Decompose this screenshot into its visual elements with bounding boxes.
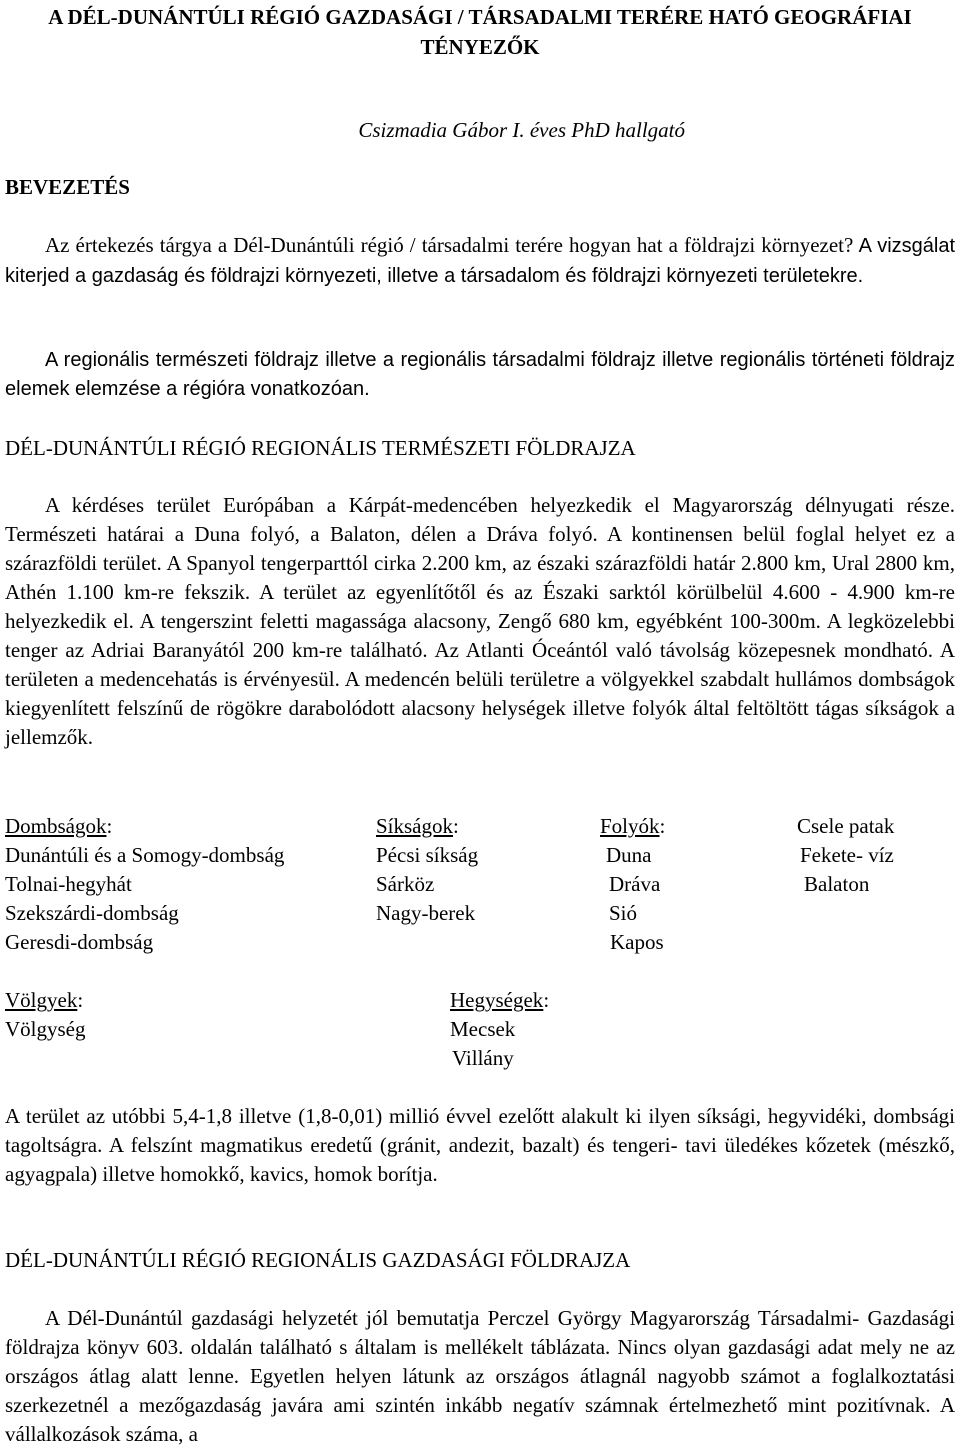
section1-paragraph-1: A kérdéses terület Európában a Kárpát-medencében helyezkedik el Magyarország délnyugati része. Természeti határai a Duna folyó, a Balaton, délen a Dráva folyó. A kontinensen belül foglal helyet ez a szárazföldi terület. A Spanyol tengerparttól cirka 2.200 km, az északi szárazföldi határ 2.800 km, Ural 2800 km, Athén 1.100 km-re fekszik. A terület az egyenlítőtől és az Északi sarktól körülbelül 4.600 - 4.900 km-re helyezkedik el. A tengerszint feletti magassága alacsony, Zengő 680 km, egyébként 100-300m. A legközelebbi tenger az Adriai Baranyától 200 km-re található. Az Atlanti Óceántól való távolság közepesnek mondható. A területen a medencehatás is érvényesül. A medencén belüli területre a völgyekkel szabdalt hullámos dombságok kiegyenlített felszínű de rögökre darabolódott alacsony helységek illetve folyók által feltöltött tágas síkságok a jellemzők. [5,493,955,749]
list-header: Folyók: [600,814,666,838]
list-item: Szekszárdi-dombság [5,901,179,925]
list-header: Dombságok: [5,814,113,838]
list-item: Sió [609,901,638,925]
list-item: Villány [452,1046,514,1070]
author-line: Csizmadia Gábor I. éves PhD hallgató [358,118,685,142]
intro-paragraph-1 [5,231,955,291]
list-header: Hegységek: [450,988,550,1012]
list-item: Geresdi-dombság [5,930,154,954]
list-item: Fekete- víz [800,843,894,867]
list-siksagok [376,812,478,928]
intro-paragraph-1-a: Az értekezés tárgya a Dél-Dunántúli régió / társadalmi terére hogyan hat a földrajzi környezet? [45,233,854,257]
section2-paragraph-1: A Dél-Dunántúl gazdasági helyzetét jól bemutatja Perczel György Magyarország Társadalmi- Gazdasági földrajza könyv 603. oldalán található s általam is mellékelt táblázata. Nincs olyan gazdasági adat mely ne az országos átlag alatt lenne. Egyetlen helyen látunk az országos átlagnál nagyobb számot a foglalkoztatási szerkezetnél a mezőgazdaság javára ami szintén inkább negatív számnak értelmezhető mint pozitívnak. A vállalkozások száma, a [5,1306,955,1446]
list-dombsagok [5,812,284,957]
section1-heading: DÉL-DUNÁNTÚLI RÉGIÓ REGIONÁLIS TERMÉSZETI FÖLDRAJZA [5,436,636,460]
list-item: Csele patak [797,814,895,838]
intro-paragraph-2: A regionális természeti földrajz illetve a regionális társadalmi földrajz illetve regionális történeti földrajz elemek elemzése a régióra vonatkozóan. [5,349,955,400]
list-header: Síkságok: [376,814,459,838]
list-item: Balaton [804,872,870,896]
intro-paragraph-1-b: A vizsgálat kiterjed a gazdaság és földrajzi környezeti, illetve a társadalom és földrajzi környezeti területekre. [5,235,956,287]
list-header: Völgyek: [5,988,84,1012]
list-item: Sárköz [376,872,435,896]
list-item: Duna [606,843,652,867]
list-item: Völgység [5,1017,86,1041]
list-item: Nagy-berek [376,901,476,925]
intro-heading: BEVEZETÉS [5,175,130,199]
list-item: Pécsi síkság [376,843,479,867]
list-item: Dráva [609,872,661,896]
list-egyeb [797,812,894,899]
list-volgyek [5,986,86,1044]
list-folyok [600,812,665,957]
document-title: A DÉL-DUNÁNTÚLI RÉGIÓ GAZDASÁGI / TÁRSADALMI TERÉRE HATÓ GEOGRÁFIAI TÉNYEZŐK [48,5,912,59]
list-item: Mecsek [450,1017,516,1041]
list-item: Dunántúli és a Somogy-dombság [5,843,285,867]
list-hegysegek [450,986,549,1073]
section1-paragraph-2: A terület az utóbbi 5,4-1,8 illetve (1,8-0,01) millió évvel ezelőtt alakult ki ilyen síksági, hegyvidéki, dombsági tagoltságra. A felszínt magmatikus eredetű (gránit, andezit, bazalt) és tengeri- tavi üledékes kőzetek (mészkő, agyagpala) illetve homokkő, kavics, homok borítja. [5,1104,955,1186]
list-item: Tolnai-hegyhát [5,872,132,896]
section2-heading: DÉL-DUNÁNTÚLI RÉGIÓ REGIONÁLIS GAZDASÁGI FÖLDRAJZA [5,1248,631,1272]
list-item: Kapos [610,930,664,954]
